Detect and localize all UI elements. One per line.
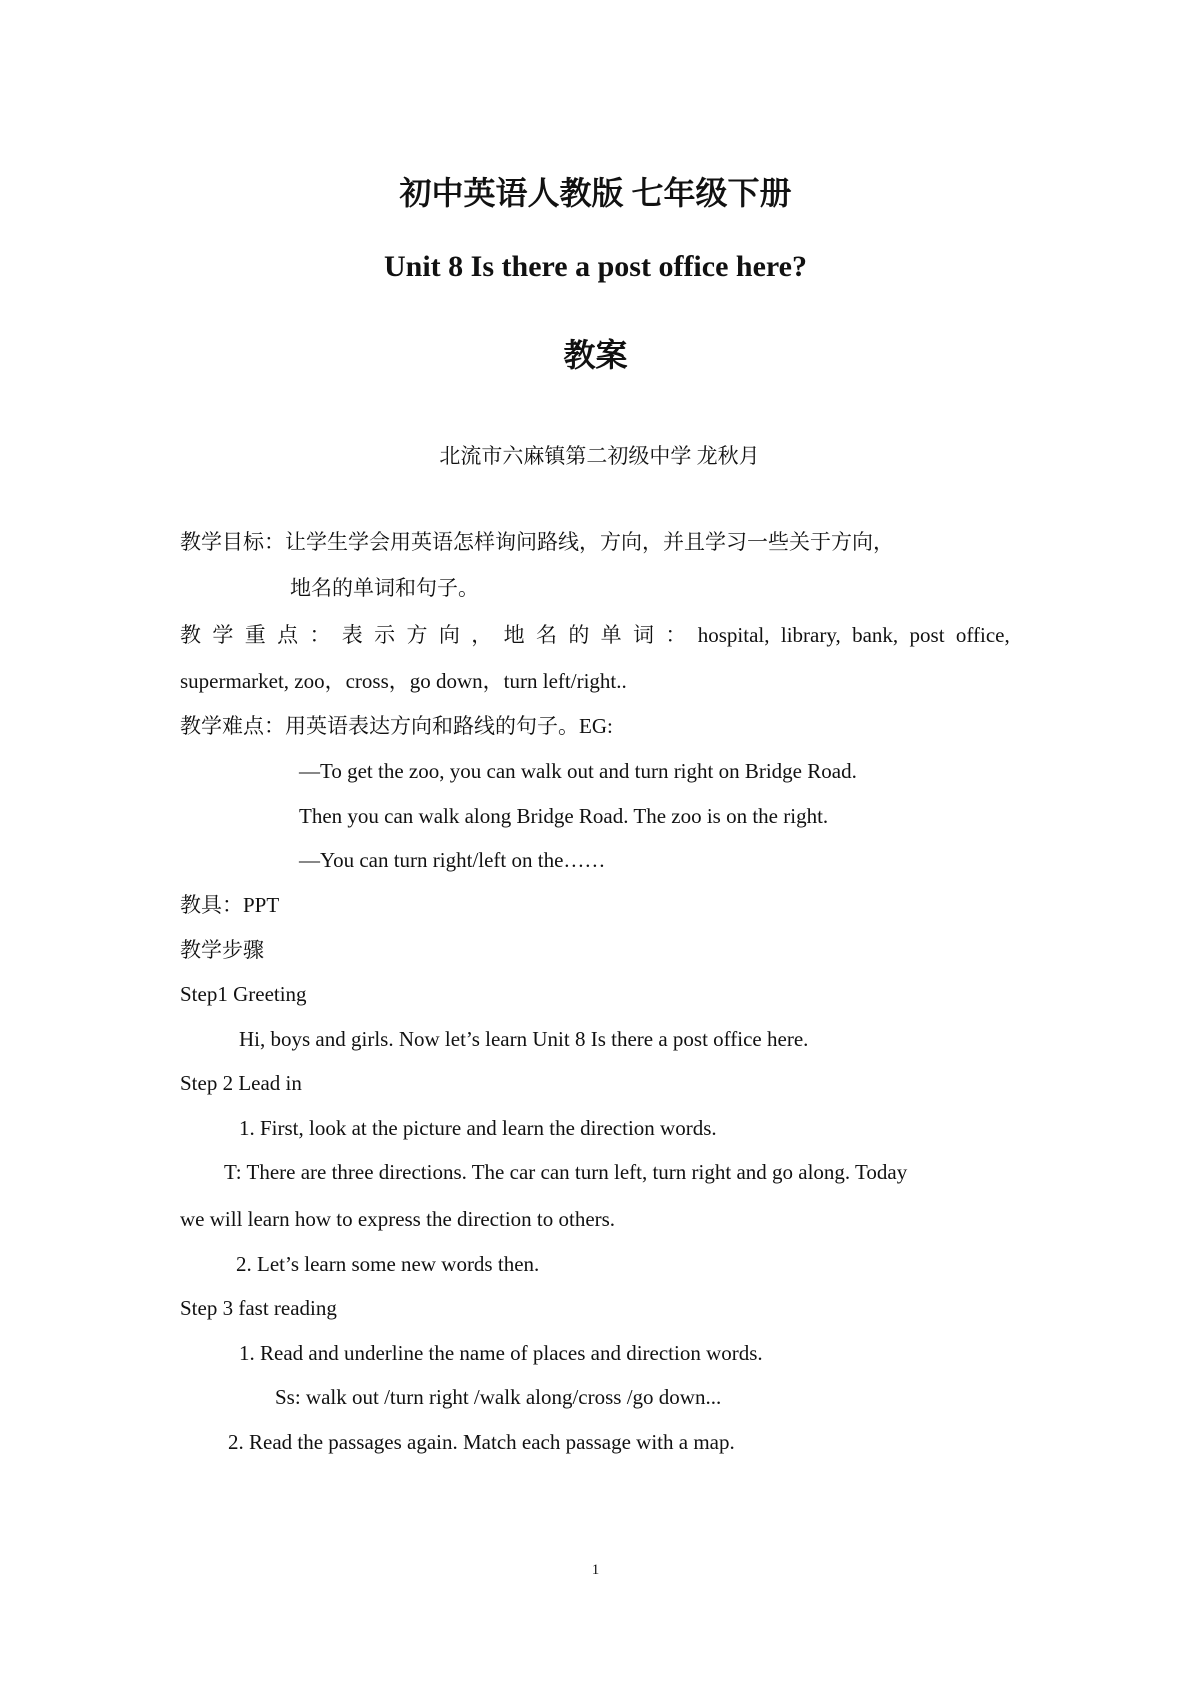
- document-title-unit: Unit 8 Is there a post office here?: [384, 250, 807, 283]
- key-point-char: ，: [471, 623, 493, 647]
- teaching-steps-heading: 教学步骤: [180, 938, 264, 962]
- key-point-word: office,: [955, 623, 1010, 647]
- key-point-char: ：: [665, 623, 687, 647]
- key-point-char: 向: [438, 623, 460, 647]
- step2-item-1: 1. First, look at the picture and learn the direction words.: [239, 1116, 717, 1140]
- key-point-char: 词: [633, 623, 655, 647]
- document-title-lesson-plan: 教案: [563, 337, 628, 373]
- document-title-chinese: 初中英语人教版 七年级下册: [399, 175, 792, 211]
- page-number: 1: [591, 1562, 600, 1578]
- key-point-word: bank,: [852, 623, 899, 647]
- step2-item-2: 2. Let’s learn some new words then.: [236, 1252, 540, 1276]
- key-point-char: 方: [406, 623, 428, 647]
- teaching-tools-line: 教具：PPT: [180, 893, 280, 917]
- key-points-line-2: supermarket, zoo，cross，go down，turn left/right..: [180, 669, 627, 693]
- author-line: 北流市六麻镇第二初级中学 龙秋月: [439, 444, 760, 468]
- example-sentence-3: —You can turn right/left on the……: [299, 848, 606, 872]
- key-point-char: ：: [309, 623, 331, 647]
- teaching-goal-line-2: 地名的单词和句子。: [290, 576, 479, 600]
- key-points-line-1: [180, 621, 1010, 649]
- key-point-char: 学: [212, 623, 234, 647]
- step2-heading: Step 2 Lead in: [180, 1071, 302, 1095]
- key-point-char: 重: [244, 623, 266, 647]
- teaching-goal-line-1: 教学目标：让学生学会用英语怎样询问路线，方向，并且学习一些关于方向，: [180, 530, 894, 554]
- step2-teacher-line-2: we will learn how to express the direction to others.: [180, 1207, 616, 1231]
- key-point-char: 表: [341, 623, 363, 647]
- step1-heading: Step1 Greeting: [180, 982, 307, 1006]
- key-point-char: 示: [374, 623, 396, 647]
- key-point-word: hospital,: [697, 623, 770, 647]
- step3-heading: Step 3 fast reading: [180, 1296, 337, 1320]
- key-point-char: 点: [277, 623, 299, 647]
- step2-teacher-line-1: T: There are three directions. The car can turn left, turn right and go along. Today: [224, 1160, 908, 1184]
- step3-students-line: Ss: walk out /turn right /walk along/cross /go down...: [275, 1385, 722, 1409]
- key-point-char: 教: [180, 623, 201, 647]
- key-point-word: library,: [780, 623, 841, 647]
- step3-item-2: 2. Read the passages again. Match each passage with a map.: [228, 1430, 735, 1454]
- key-point-char: 单: [600, 623, 622, 647]
- example-sentence-2: Then you can walk along Bridge Road. The zoo is on the right.: [299, 804, 829, 828]
- difficult-points-line: 教学难点：用英语表达方向和路线的句子。EG:: [180, 714, 613, 738]
- key-point-word: post: [909, 623, 945, 647]
- step1-text: Hi, boys and girls. Now let’s learn Unit 8 Is there a post office here.: [239, 1027, 809, 1051]
- example-sentence-1: —To get the zoo, you can walk out and turn right on Bridge Road.: [299, 759, 857, 783]
- key-point-char: 名: [535, 623, 557, 647]
- step3-item-1: 1. Read and underline the name of places and direction words.: [239, 1341, 763, 1365]
- key-point-char: 地: [503, 623, 525, 647]
- key-point-char: 的: [568, 623, 590, 647]
